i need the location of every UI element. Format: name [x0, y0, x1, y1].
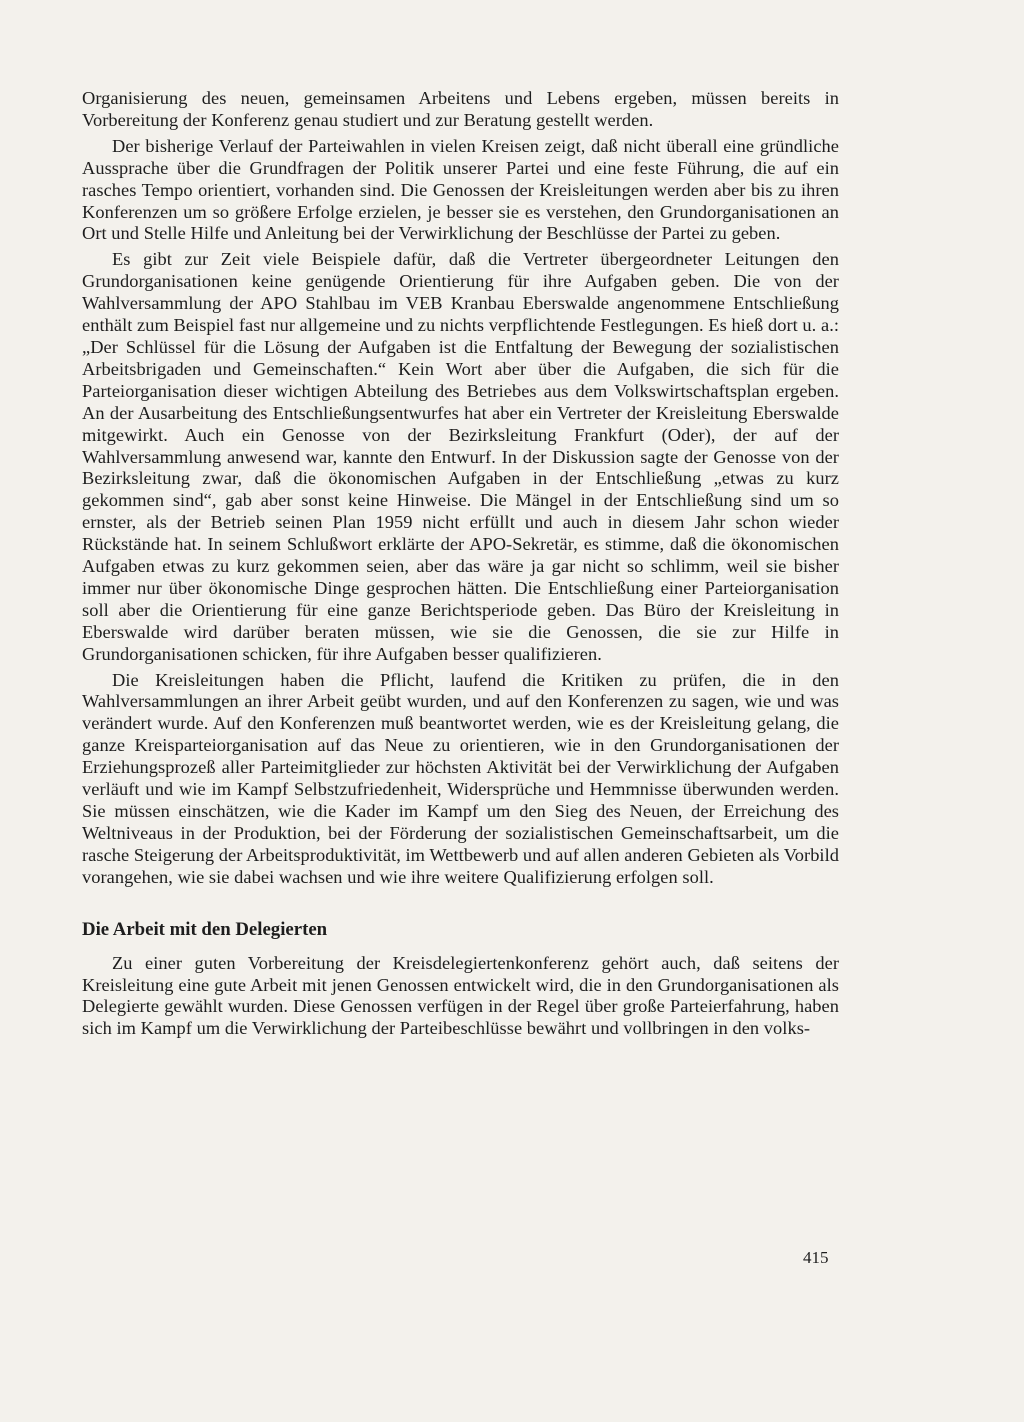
page-body: [82, 88, 839, 1040]
paragraph-1: Organisierung des neuen, gemeinsamen Arbeitens und Lebens ergeben, müssen bereits in Vorbereitung der Konferenz genau studiert und zur Beratung gestellt werden.: [82, 88, 839, 130]
paragraph-2: Der bisherige Verlauf der Parteiwahlen in vielen Kreisen zeigt, daß nicht überall eine gründliche Aussprache über die Grundfragen der Politik unserer Partei und eine feste Führung, die auf ein rasches Tempo orientiert, vorhanden sind. Die Genossen der Kreisleitungen werden aber bis zu ihren Konferenzen um so größere Erfolge erzielen, je besser sie es verstehen, den Grundorganisationen an Ort und Stelle Hilfe und Anleitung bei der Verwirklichung der Beschlüsse der Partei zu geben.: [82, 135, 839, 244]
paragraph-3: Es gibt zur Zeit viele Beispiele dafür, daß die Vertreter übergeordneter Leitungen den Grundorganisationen keine genügende Orientierung für ihre Aufgaben geben. Die von der Wahlversammlung der APO Stahlbau im VEB Kranbau Eberswalde angenommene Entschließung enthält zum Beispiel fast nur allgemeine und zu nichts verpflichtende Festlegungen. Es hieß dort u. a.: „Der Schlüssel für die Lösung der Aufgaben ist die Entfaltung der Bewegung der sozialistischen Arbeitsbrigaden und Gemeinschaften.“ Kein Wort aber über die Aufgaben, die sich für die Parteiorganisation dieser wichtigen Abteilung des Betriebes aus dem Volkswirtschaftsplan ergeben. An der Ausarbeitung des Entschließungsentwurfes hat aber ein Vertreter der Kreisleitung Eberswalde mitgewirkt. Auch ein Genosse von der Bezirksleitung Frankfurt (Oder), der auf der Wahlversammlung anwesend war, kannte den Entwurf. In der Diskussion sagte der Genosse von der Bezirksleitung zwar, daß die ökonomischen Aufgaben in der Entschließung „etwas zu kurz gekommen sind“, gab aber sonst keine Hinweise. Die Mängel in der Entschließung sind um so ernster, als der Betrieb seinen Plan 1959 nicht erfüllt und auch in diesem Jahr schon wieder Rückstände hat. In seinem Schlußwort erklärte der APO-Sekretär, es stimme, daß die ökonomischen Aufgaben etwas zu kurz gekommen seien, aber das wäre ja gar nicht so schlimm, weil sie bisher immer nur über ökonomische Dinge gesprochen hätten. Die Entschließung einer Parteiorganisation soll aber die Orientierung für eine ganze Berichtsperiode geben. Das Büro der Kreisleitung in Eberswalde wird darüber beraten müssen, wie sie die Genossen, die sie zur Hilfe in Grundorganisationen schicken, für ihre Aufgaben besser qualifizieren.: [82, 249, 839, 664]
page-number: 415: [803, 1248, 829, 1267]
paragraph-5: Zu einer guten Vorbereitung der Kreisdelegiertenkonferenz gehört auch, daß seitens der Kreisleitung eine gute Arbeit mit jenen Genossen entwickelt wird, die in den Grundorganisationen als Delegierte gewählt wurden. Diese Genossen verfügen in der Regel über große Parteierfahrung, haben sich im Kampf um die Verwirklichung der Parteibeschlüsse bewährt und vollbringen in den volks-: [82, 952, 839, 1039]
section-heading: Die Arbeit mit den Delegierten: [82, 918, 328, 940]
paragraph-4: Die Kreisleitungen haben die Pflicht, laufend die Kritiken zu prüfen, die in den Wahlversammlungen an ihrer Arbeit geübt wurden, und auf den Konferenzen zu sagen, wie und was verändert wurde. Auf den Konferenzen muß beantwortet werden, wie es der Kreisleitung gelang, die ganze Kreisparteiorganisation auf das Neue zu orientieren, wie in den Grundorganisationen der Erziehungsprozeß aller Parteimitglieder zur höchsten Aktivität bei der Verwirklichung der Aufgaben verläuft und wie im Kampf Selbstzufriedenheit, Widersprüche und Hemmnisse überwunden werden. Sie müssen einschätzen, wie die Kader im Kampf um den Sieg des Neuen, der Erreichung des Weltniveaus in der Produktion, bei der Förderung der sozialistischen Gemeinschaftsarbeit, um die rasche Steigerung der Arbeitsproduktivität, im Wettbewerb und auf allen anderen Gebieten als Vorbild vorangehen, wie sie dabei wachsen und wie ihre weitere Qualifizierung erfolgen soll.: [82, 669, 839, 887]
